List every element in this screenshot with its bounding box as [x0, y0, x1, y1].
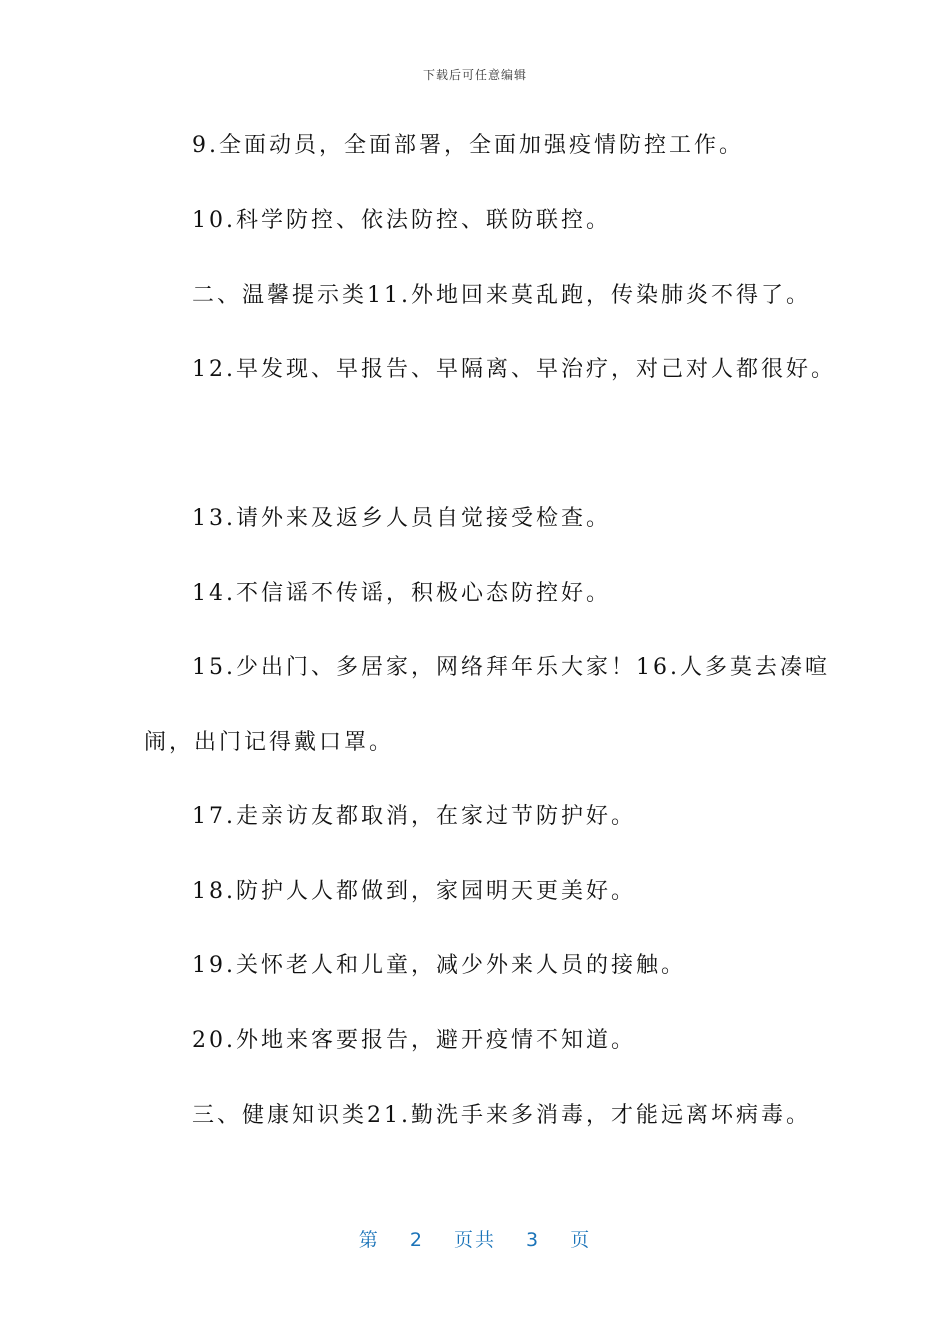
text-line-section-3: 三、健康知识类21.勤洗手来多消毒，才能远离坏病毒。 — [192, 1103, 811, 1128]
text-line-14: 14.不信谣不传谣，积极心态防控好。 — [192, 581, 611, 606]
text-line-18: 18.防护人人都做到，家园明天更美好。 — [192, 879, 636, 904]
text-line-13: 13.请外来及返乡人员自觉接受检查。 — [192, 506, 611, 531]
text-line-17: 17.走亲访友都取消，在家过节防护好。 — [192, 804, 636, 829]
text-line-9: 9.全面动员，全面部署，全面加强疫情防控工作。 — [192, 133, 744, 158]
text-line-19: 19.关怀老人和儿童，减少外来人员的接触。 — [192, 953, 686, 978]
text-line-15: 15.少出门、多居家，网络拜年乐大家！16.人多莫去凑喧 — [192, 655, 830, 680]
page-of-label: 页共 — [453, 1229, 496, 1251]
current-page-number: 2 — [409, 1229, 424, 1251]
page-end-label: 页 — [570, 1229, 592, 1251]
text-line-16-continued: 闹，出门记得戴口罩。 — [144, 730, 395, 755]
page-header-note: 下载后可任意编辑 — [422, 68, 527, 82]
text-line-10: 10.科学防控、依法防控、联防联控。 — [192, 208, 611, 233]
page-label: 第 — [358, 1229, 380, 1251]
page-footer — [0, 1225, 950, 1252]
total-pages-number: 3 — [526, 1229, 541, 1251]
text-line-20: 20.外地来客要报告，避开疫情不知道。 — [192, 1028, 636, 1053]
text-line-section-2: 二、温馨提示类11.外地回来莫乱跑，传染肺炎不得了。 — [192, 283, 811, 308]
text-line-12: 12.早发现、早报告、早隔离、早治疗，对己对人都很好。 — [192, 357, 836, 382]
